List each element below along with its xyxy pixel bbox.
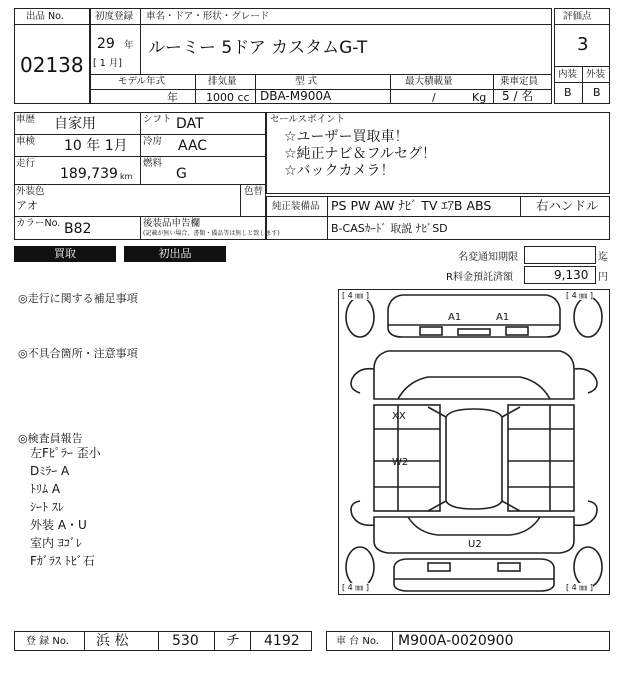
capacity: 5 / 名 [502, 89, 534, 103]
first-registration-month: [ 1 月] [93, 58, 122, 69]
chassis-label: 車 台 No. [336, 636, 379, 647]
tire-depth-rear-right: [ 4 ㎜ ] [566, 583, 593, 592]
color-change-label: 色替 [244, 186, 264, 197]
inspector-line: Dﾐﾗｰ A [30, 464, 70, 478]
inspector-line: ｼｰﾄ ｽﾚ [30, 500, 64, 514]
lot-number-label: 出品 No. [26, 11, 64, 22]
history-label: 車歴 [16, 114, 36, 125]
exterior-color: アオ [16, 199, 38, 212]
damage-mark-side-upper: XX [392, 411, 406, 422]
car-name-label: 車名・ドア・形状・グレード [146, 11, 270, 22]
color-number-label: カラーNo. [16, 218, 61, 229]
equipment-items: PS PW AW ﾅﾋﾞ TV ｴｱB ABS [331, 198, 492, 213]
shift-label: シフト [143, 114, 172, 125]
plate-class: 530 [172, 633, 199, 649]
model-year-label: モデル年式 [118, 76, 166, 87]
inspector-line: 外装 A・U [30, 518, 87, 532]
max-load-unit: Kg [472, 91, 487, 104]
inspector-report-title: ◎検査員報告 [18, 432, 83, 445]
first-registration-year: 29 [97, 36, 115, 52]
shift: DAT [176, 116, 204, 132]
sales-point-2: ☆純正ナビ＆フルセグ！ [284, 146, 436, 162]
car-name: ルーミー 5ドア カスタムG-T [148, 38, 368, 58]
recycle-fee-label: R料金預託済額 [446, 272, 513, 283]
exterior-color-label: 外装色 [16, 186, 45, 197]
plate-kana: チ [226, 633, 240, 649]
grade-score: 3 [577, 34, 589, 55]
registration-label: 登 録 No. [26, 636, 69, 647]
inspection-label: 車検 [16, 136, 36, 147]
damage-mark-front-left: A1 [448, 312, 462, 323]
aftermarket-note: (記載が無い場合、書類・備品等は無しと致します) [143, 230, 280, 237]
damage-mark-front-right: A1 [496, 312, 510, 323]
equipment-label: 純正装備品 [272, 201, 320, 212]
sales-points-label: セールスポイント [270, 114, 346, 125]
damage-diagram [338, 289, 610, 595]
exterior-label: 外装 [586, 69, 606, 80]
year-unit: 年 [124, 40, 134, 51]
type-label: 型 式 [295, 76, 318, 87]
aftermarket-label: 後装品申告欄 [143, 218, 201, 229]
lot-number: 02138 [20, 53, 84, 77]
fuel: G [176, 166, 187, 182]
inspector-line: 室内 ﾖｺﾞﾚ [30, 536, 82, 550]
tire-depth-front-right: [ 4 ㎜ ] [566, 291, 593, 300]
chassis-number: M900A-0020900 [398, 633, 514, 649]
exterior-grade: B [593, 86, 601, 99]
damage-mark-side-lower: W2 [392, 457, 409, 468]
inspector-line: 左Fﾋﾟﾗｰ 歪小 [30, 446, 101, 460]
fuel-label: 燃料 [143, 158, 163, 169]
model-year-unit: 年 [167, 91, 178, 104]
mileage-unit: km [120, 172, 133, 181]
mileage-label: 走行 [16, 158, 36, 169]
recycle-fee-unit: 円 [598, 272, 608, 283]
tire-depth-front-left: [ 4 ㎜ ] [342, 291, 369, 300]
name-change-deadline-box [524, 246, 596, 264]
sales-point-1: ☆ユーザー買取車！ [284, 129, 409, 145]
plate-area: 浜 松 [96, 633, 129, 649]
grade-label: 評価点 [563, 11, 592, 22]
plate-number: 4192 [264, 633, 300, 649]
color-number: B82 [64, 221, 92, 237]
first-registration-label: 初度登録 [95, 11, 134, 22]
purchase-badge: 買取 [14, 246, 116, 262]
max-load-slash: / [432, 91, 436, 104]
damage-mark-rear: U2 [468, 539, 482, 550]
air-conditioning: AAC [178, 138, 208, 154]
steering-side: 右ハンドル [536, 198, 599, 213]
interior-label: 内装 [558, 69, 578, 80]
capacity-label: 乗車定員 [500, 76, 539, 87]
inspector-line: ﾄﾘﾑ A [30, 482, 61, 496]
sales-point-3: ☆バックカメラ！ [284, 163, 395, 179]
displacement-label: 排気量 [208, 76, 237, 87]
interior-grade: B [564, 86, 572, 99]
mileage: 189,739 [60, 166, 118, 182]
inspection: 10 年 1月 [64, 138, 128, 154]
displacement: 1000 cc [206, 91, 250, 104]
model-type: DBA-M900A [260, 89, 332, 103]
driving-notes-title: ◎走行に関する補足事項 [18, 292, 138, 305]
recycle-fee: 9,130 [554, 268, 589, 282]
first-listing-badge: 初出品 [124, 246, 226, 262]
ac-label: 冷房 [143, 136, 163, 147]
inspector-line: Fｶﾞﾗｽ ﾄﾋﾞ石 [30, 554, 95, 568]
tire-depth-rear-left: [ 4 ㎜ ] [342, 583, 369, 592]
name-change-deadline-label: 名変通知期限 [458, 252, 518, 263]
defects-title: ◎不具合箇所・注意事項 [18, 347, 138, 360]
name-change-deadline-unit: 迄 [598, 252, 608, 263]
equipment-extra: B-CASｶｰﾄﾞ 取説 ﾅﾋﾞSD [331, 222, 448, 235]
history: 自家用 [54, 116, 96, 132]
max-load-label: 最大積載量 [405, 76, 453, 87]
